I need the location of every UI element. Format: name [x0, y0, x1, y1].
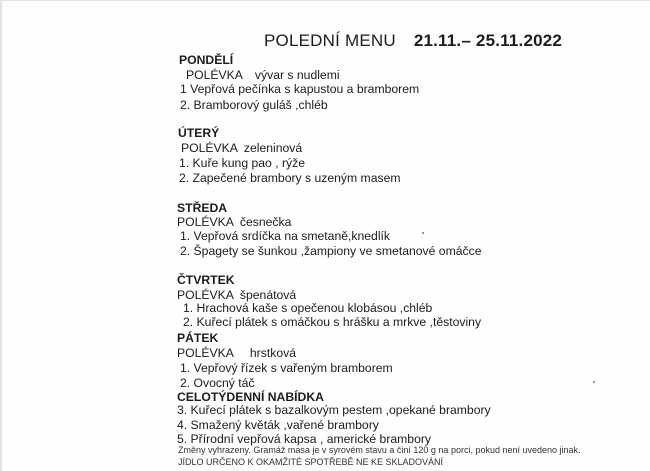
weekly-item-4: 4. Smažený květák ,vařené brambory: [177, 418, 379, 432]
note-changes-reserved: Změny vyhrazeny. Gramáž masa je v syrovém stavu a činí 120 g na porci, pokud není uvedeno jinak.: [178, 445, 581, 455]
day-wednesday: STŘEDA: [177, 201, 228, 215]
soup-label: POLÉVKA: [177, 215, 234, 229]
tuesday-soup: [181, 141, 302, 155]
wednesday-soup: [177, 215, 291, 229]
scan-speck: [593, 381, 595, 383]
date-range: 21.11.– 25.11.2022: [413, 31, 563, 50]
friday-soup: [177, 346, 296, 360]
soup-name: hrstková: [249, 346, 296, 360]
thursday-dish-2: 2. Kuřecí plátek s omáčkou s hrášku a mrkve ,těstoviny: [183, 315, 482, 329]
soup-label: POLÉVKA: [181, 141, 238, 155]
day-tuesday: ÚTERÝ: [178, 126, 220, 140]
tuesday-dish-1: 1. Kuře kung pao , rýže: [179, 156, 306, 170]
soup-label: POLÉVKA: [177, 288, 234, 302]
title-text: POLEDNÍ MENU: [264, 31, 396, 50]
soup-name: česnečka: [239, 215, 292, 229]
day-monday: PONDĚLÍ: [179, 53, 234, 67]
day-thursday: ČTVRTEK: [177, 273, 235, 287]
monday-soup: [186, 68, 340, 82]
thursday-soup: [177, 288, 296, 302]
tuesday-dish-2: 2. Zapečené brambory s uzeným masem: [179, 171, 401, 185]
wednesday-dish-2: 2. Špagety se šunkou ,žampiony ve smetanové omáčce: [180, 244, 482, 258]
monday-dish-2: 2. Bramborový guláš ,chléb: [180, 98, 328, 112]
weekly-offer-heading: CELOTÝDENNÍ NABÍDKA: [177, 390, 324, 404]
friday-dish-1: 1. Vepřový řízek s vařeným bramborem: [180, 361, 393, 375]
scan-speck: [422, 232, 424, 234]
soup-label: POLÉVKA: [186, 68, 243, 82]
scan-edge: [0, 1, 3, 471]
note-immediate-consumption: JÍDLO URČENO K OKAMŽITÉ SPOTŘEBĚ NE KE SKLADOVÁNÍ: [178, 457, 444, 467]
soup-name: vývar s nudlemi: [254, 68, 340, 82]
monday-dish-1: 1 Vepřová pečínka s kapustou a bramborem: [180, 82, 420, 96]
menu-title: [264, 31, 562, 51]
wednesday-dish-1: 1. Vepřová srdíčka na smetaně,knedlík: [180, 229, 391, 243]
friday-dish-2: 2. Ovocný táč: [180, 376, 255, 390]
thursday-dish-1: 1. Hrachová kaše s opečenou klobásou ,chléb: [183, 301, 433, 315]
day-friday: PÁTEK: [177, 331, 219, 345]
weekly-item-3: 3. Kuřecí plátek s bazalkovým pestem ,opekané brambory: [177, 403, 491, 417]
soup-label: POLÉVKA: [177, 346, 234, 360]
soup-name: zeleninová: [243, 141, 303, 155]
soup-name: špenátová: [239, 288, 297, 302]
weekly-item-5: 5. Přírodní vepřová kapsa , americké brambory: [177, 432, 432, 446]
